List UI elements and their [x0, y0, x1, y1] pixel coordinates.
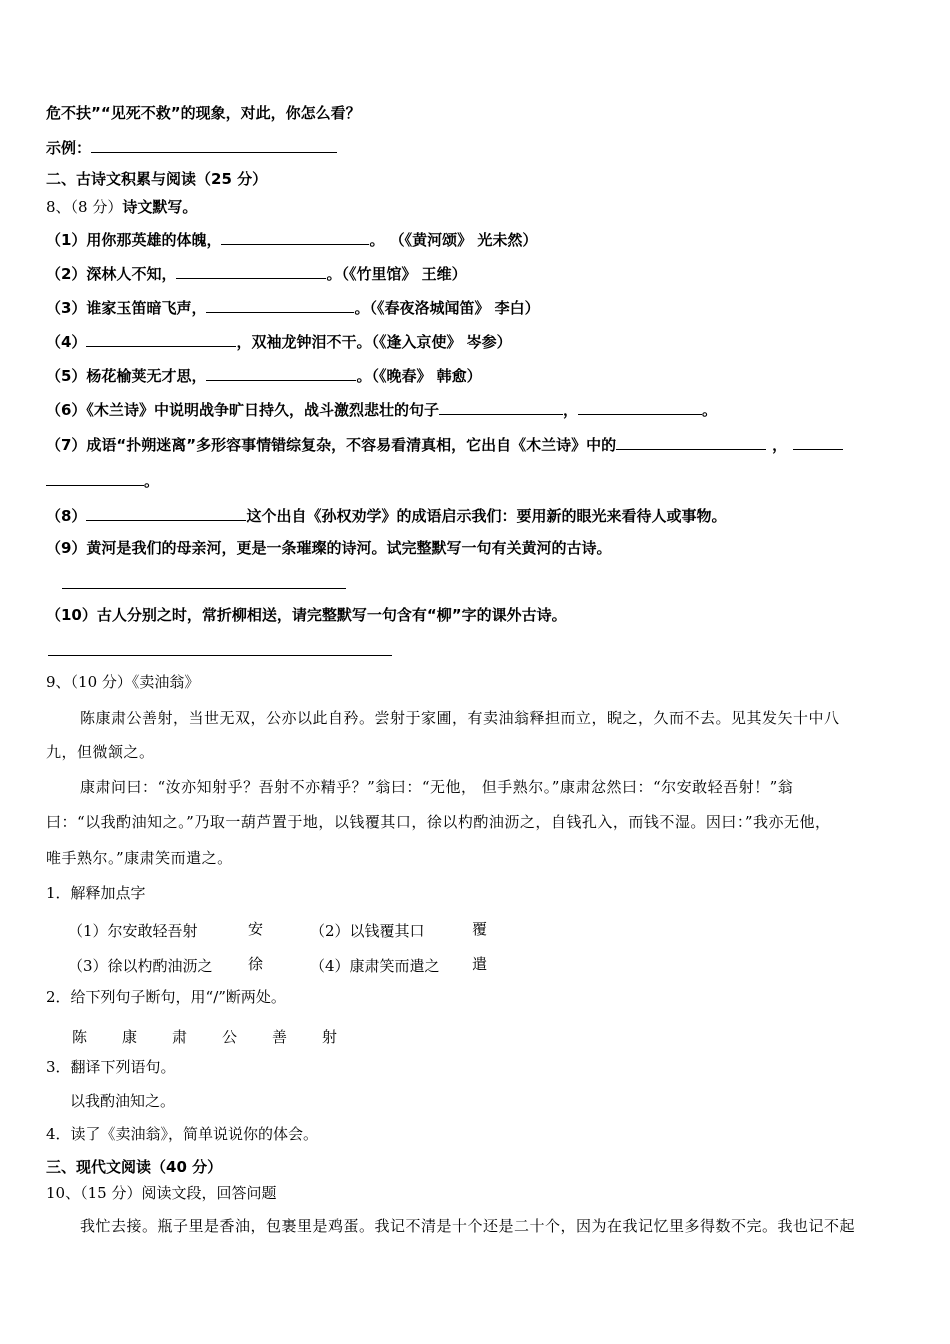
answer-blank[interactable]	[91, 138, 337, 153]
answer-blank[interactable]	[793, 435, 843, 450]
passage-line: 我忙去接。瓶子里是香油，包裹里是鸡蛋。我记不清是十个还是二十个，因为在我记忆里多得数不完。我也记不起	[80, 1217, 856, 1235]
item-source: 。（《竹里馆》 王维）	[326, 265, 467, 283]
vocab-char: 覆	[472, 920, 488, 938]
question-title: 诗文默写。	[122, 198, 198, 216]
fill-item	[46, 506, 726, 524]
text-line: 危不扶”“见死不救”的现象，对此，你怎么看？	[46, 104, 361, 122]
sub-question: 4．读了《卖油翁》，简单说说你的体会。	[46, 1125, 319, 1143]
item-source: 。（《晚春》 韩愈）	[356, 367, 482, 385]
item-source: ，双袖龙钟泪不干。（《逢入京使》 岑参）	[236, 333, 512, 351]
question-score: （10 分）	[70, 673, 132, 691]
vocab-char: 安	[248, 920, 264, 938]
answer-blank[interactable]	[86, 506, 246, 521]
item-text: （8）	[46, 507, 87, 525]
translate-sentence: 以我酌油知之。	[70, 1092, 176, 1110]
question-number: 10、	[46, 1184, 81, 1202]
item-text: （2）深林人不知，	[46, 265, 177, 283]
fill-item	[46, 230, 537, 248]
sub-question: 1．解释加点字	[46, 884, 146, 902]
fill-item	[46, 298, 540, 316]
item-text: 这个出自《孙权劝学》的成语启示我们：要用新的眼光来看待人或事物。	[246, 507, 727, 525]
vocab-phrase: （3）徐以杓酌油沥之	[68, 957, 213, 975]
sentence-char: 肃	[172, 1028, 188, 1046]
answer-blank[interactable]	[206, 298, 354, 313]
question-8-header	[46, 199, 197, 215]
sub-question: 3．翻译下列语句。	[46, 1058, 176, 1076]
answer-blank[interactable]	[221, 230, 369, 245]
answer-blank[interactable]	[206, 366, 356, 381]
question-score: （15 分）	[80, 1184, 142, 1202]
vocab-phrase: （2）以钱覆其口	[310, 922, 425, 940]
fill-item	[46, 400, 717, 418]
fill-item-continued	[46, 471, 159, 489]
sentence-char: 射	[322, 1028, 338, 1046]
question-10-header	[46, 1186, 276, 1201]
item-source: 。（《春夜洛城闻笛》 李白）	[354, 299, 540, 317]
item-text: （7）成语“扑朔迷离”多形容事情错综复杂，不容易看清真相，它出自《木兰诗》中的	[46, 436, 617, 454]
answer-blank[interactable]	[439, 400, 563, 415]
sentence-char: 康	[122, 1028, 138, 1046]
item-text: （5）杨花榆荚无才思，	[46, 367, 207, 385]
item-punct: ，	[562, 401, 578, 419]
fill-item	[46, 264, 467, 282]
fill-item: （9）黄河是我们的母亲河，更是一条璀璨的诗河。试完整默写一句有关黄河的古诗。	[46, 539, 612, 557]
vocab-char: 徐	[248, 955, 264, 973]
section-heading: 二、古诗文积累与阅读（25 分）	[46, 170, 268, 188]
item-text: （6）《木兰诗》中说明战争旷日持久，战斗激烈悲壮的句子	[46, 401, 439, 419]
example-label: 示例：	[46, 139, 92, 157]
item-text: （4）	[46, 333, 87, 351]
vocab-char: 遣	[472, 955, 488, 973]
passage-line: 九，但微颔之。	[46, 743, 155, 761]
passage-line: 曰：“以我酌油知之。”乃取一葫芦置于地，以钱覆其口，徐以杓酌油沥之，自钱孔入，而钱不湿。因曰：”我亦无他，	[46, 813, 831, 831]
question-score: （8 分）	[70, 198, 123, 216]
item-punct: 。	[701, 401, 717, 419]
sub-question: 2．给下列句子断句，用“/”断两处。	[46, 988, 286, 1006]
item-punct: 。	[144, 472, 160, 490]
answer-line[interactable]	[48, 655, 392, 656]
answer-line[interactable]	[62, 588, 346, 589]
item-punct: ，	[772, 436, 788, 454]
answer-blank[interactable]	[176, 264, 326, 279]
question-title: 阅读文段，回答问题	[141, 1184, 277, 1202]
answer-blank[interactable]	[578, 400, 702, 415]
passage-line: 唯手熟尔。”康肃笑而遣之。	[46, 849, 233, 867]
fill-item	[46, 435, 843, 453]
item-source: 。 （《黄河颂》 光未然）	[369, 231, 538, 249]
vocab-phrase: （1）尔安敢轻吾射	[68, 922, 198, 940]
question-number: 9、	[46, 673, 71, 691]
vocab-phrase: （4）康肃笑而遣之	[310, 957, 440, 975]
fill-item: （10）古人分别之时，常折柳相送，请完整默写一句含有“柳”字的课外古诗。	[46, 606, 567, 624]
example-row	[46, 138, 337, 156]
question-number: 8、	[46, 198, 71, 216]
passage-line: 陈康肃公善射，当世无双，公亦以此自矜。尝射于家圃，有卖油翁释担而立，睨之，久而不去。见其发矢十中八	[80, 709, 840, 727]
sentence-char: 公	[222, 1028, 238, 1046]
section-heading: 三、现代文阅读（40 分）	[46, 1158, 223, 1176]
question-9-header	[46, 675, 199, 690]
sentence-char: 陈	[72, 1028, 88, 1046]
sentence-char: 善	[272, 1028, 288, 1046]
item-text: （1）用你那英雄的体魄，	[46, 231, 222, 249]
question-title: 《卖油翁》	[131, 673, 200, 691]
passage-line: 康肃问曰：“汝亦知射乎？吾射不亦精乎？”翁曰：“无他， 但手熟尔。”康肃忿然曰：“尔安敢轻吾射！”翁	[80, 778, 794, 796]
answer-blank[interactable]	[46, 471, 144, 486]
answer-blank[interactable]	[616, 435, 766, 450]
answer-blank[interactable]	[86, 332, 236, 347]
fill-item	[46, 332, 512, 350]
item-text: （3）谁家玉笛暗飞声，	[46, 299, 207, 317]
fill-item	[46, 366, 482, 384]
